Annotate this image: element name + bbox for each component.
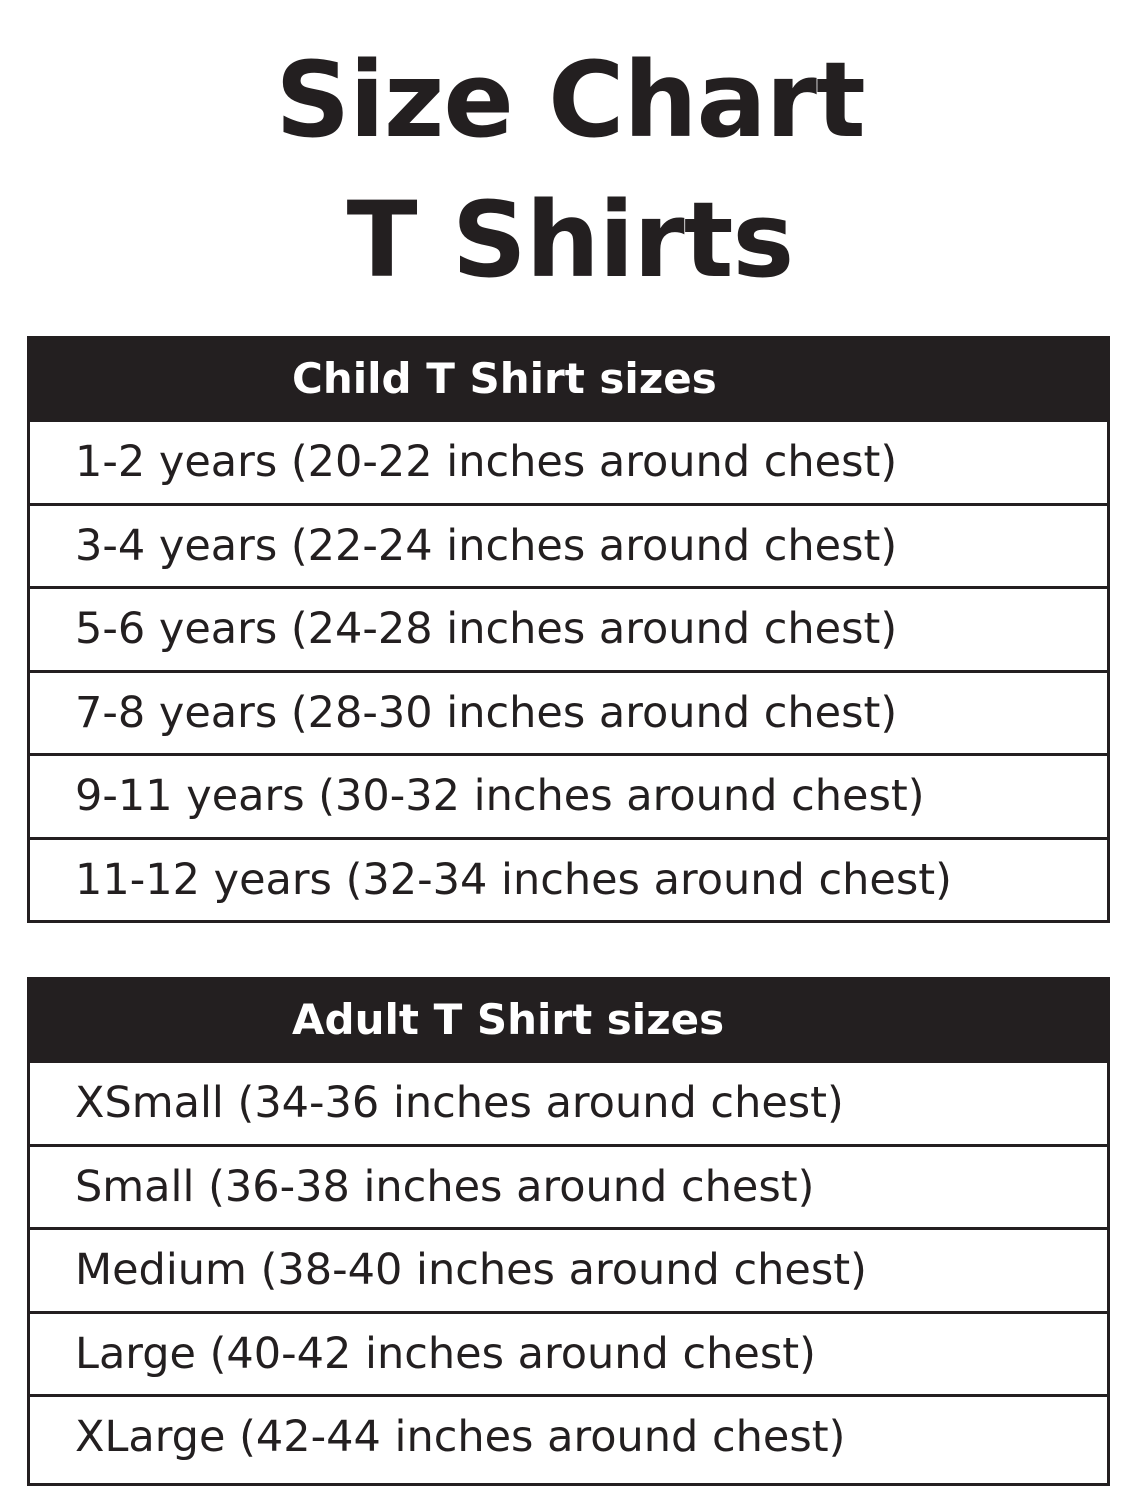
- table-row: 3-4 years (22-24 inches around chest): [30, 503, 1107, 587]
- page-subtitle: T Shirts: [346, 179, 794, 301]
- table-row: Large (40-42 inches around chest): [30, 1311, 1107, 1395]
- child-table-header: Child T Shirt sizes: [30, 339, 1107, 419]
- table-row: 11-12 years (32-34 inches around chest): [30, 837, 1107, 921]
- table-row: XSmall (34-36 inches around chest): [30, 1060, 1107, 1144]
- table-row: XLarge (42-44 inches around chest): [30, 1394, 1107, 1478]
- adult-size-table: [27, 977, 1110, 1486]
- table-row: 1-2 years (20-22 inches around chest): [30, 419, 1107, 503]
- table-row: Small (36-38 inches around chest): [30, 1144, 1107, 1228]
- table-row: 5-6 years (24-28 inches around chest): [30, 586, 1107, 670]
- table-row: Medium (38-40 inches around chest): [30, 1227, 1107, 1311]
- adult-table-header: Adult T Shirt sizes: [30, 980, 1107, 1060]
- child-size-table: [27, 336, 1110, 923]
- page-title: Size Chart: [275, 39, 865, 161]
- table-row: 7-8 years (28-30 inches around chest): [30, 670, 1107, 754]
- table-row: 9-11 years (30-32 inches around chest): [30, 753, 1107, 837]
